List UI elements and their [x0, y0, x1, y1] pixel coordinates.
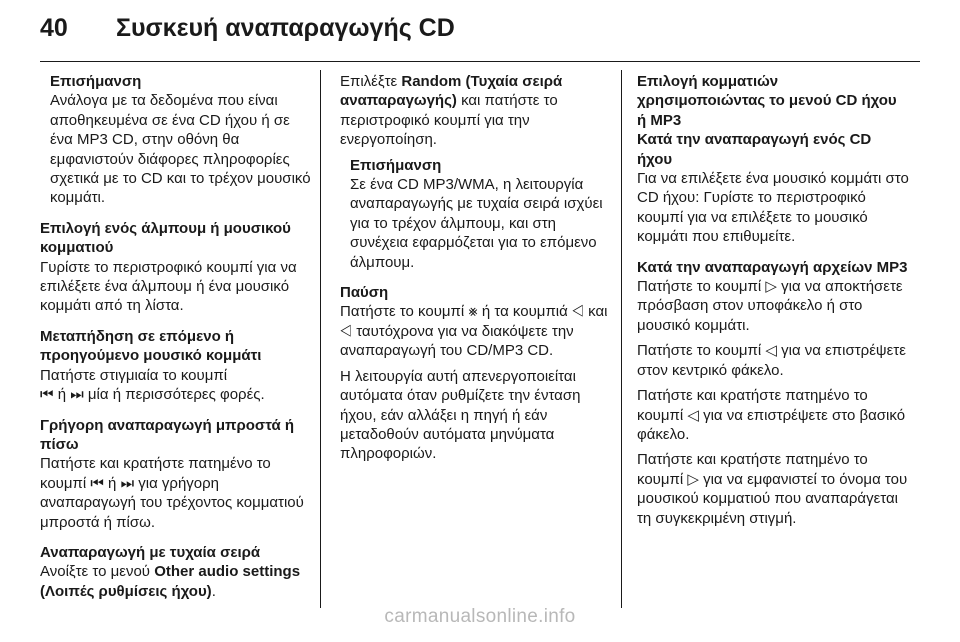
left-arrow-icon: ◁ [765, 342, 777, 360]
mp3-text-3-a: Πατήστε και κρατήστε πατημένο το κουμπί [637, 387, 868, 424]
pause-text-a: Πατήστε το κουμπί [340, 303, 465, 321]
audio-cd-text: Για να επιλέξετε ένα μουσικό κομμάτι στο CD ήχου: Γυρίστε το περιστροφικό κουμπί για να επιλέξετε το μουσικό κομμάτι που επιθυμείτε. [637, 170, 909, 246]
ff-heading: Γρήγορη αναπαραγωγή μπροστά ή πίσω [40, 416, 295, 453]
prev-track-icon: ⏮ [90, 474, 104, 492]
pause-text-b: ταυτόχρονα για να διακόψετε την αναπαραγωγή του CD/MP3 CD. [340, 322, 574, 360]
skip-text-a: Πατήστε στιγμιαία το κουμπί [40, 366, 228, 384]
prev-track-icon: ⏮ [40, 386, 54, 404]
note-text-2: Σε ένα CD MP3/WMA, η λειτουργία αναπαραγωγής με τυχαία σειρά ισχύει για το τρέχον άλμπουμ, και στη συνέχεια εφαρμόζεται για το επόμενο άλμπουμ. [350, 176, 603, 271]
column-1 [40, 72, 312, 601]
mp3-text-4-a: Πατήστε και κρατήστε πατημένο το κουμπί [637, 451, 868, 488]
random-text-b: . [211, 582, 216, 600]
skip-text-b: μία ή περισσότερες φορές. [87, 386, 265, 404]
mp3-text-3 [637, 386, 909, 444]
next-track-icon: ⏭ [120, 474, 135, 492]
pause-or: ή τα κουμπιά [481, 303, 568, 321]
note-text: Ανάλογα με τα δεδομένα που είναι αποθηκευμένα σε ένα CD ήχου ή σε ένα MP3 CD, στην οθόνη θα εμφανιστούν διάφορες πληροφορίες σχετικά με το CD και το τρέχον μουσικό κομμάτι. [50, 92, 311, 207]
note-heading: Επισήμανση [50, 73, 142, 90]
pause-text-c: Η λειτουργία αυτή απενεργοποιείται αυτόματα όταν ρυθμίζετε την ένταση ήχου, εάν αλλάξει η πηγή ή εάν μεταδοθούν αυτόματα μηνύματα πληροφοριών. [340, 367, 581, 463]
select-text: Γυρίστε το περιστροφικό κουμπί για να επιλέξετε ένα άλμπουμ ή ένα μουσικό κομμάτι από τη λίστα. [40, 258, 297, 315]
column-2 [340, 72, 612, 464]
mp3-text-4 [637, 450, 909, 528]
mp3-text-2-a: Πατήστε το κουμπί [637, 342, 762, 360]
mp3-text-1 [637, 277, 909, 335]
note-heading-2: Επισήμανση [350, 156, 442, 174]
random-text [40, 562, 312, 601]
column-3 [637, 72, 909, 528]
skip-or: ή [57, 386, 67, 404]
note-block [40, 72, 312, 208]
ff-text-b: για γρήγορη αναπαραγωγή του τρέχοντος κομματιού μπροστά ή πίσω. [40, 474, 304, 531]
ff-or: ή [108, 474, 117, 492]
menu-heading: Επιλογή κομματιών χρησιμοποιώντας το μενού CD ήχου ή MP3 [637, 73, 897, 129]
right-arrow-icon: ▷ [687, 470, 699, 488]
skip-heading: Μεταπήδηση σε επόμενο ή προηγούμενο μουσικό κομμάτι [40, 327, 262, 365]
random-text-a: Ανοίξτε το μενού [40, 563, 151, 581]
mp3-text-1-b: για να αποκτήσετε πρόσβαση στον υποφάκελο ή στο μουσικό κομμάτι. [637, 278, 903, 334]
random-cont-a: Επιλέξτε [340, 73, 398, 90]
pause-heading: Παύση [340, 284, 389, 302]
volume-icon: ◁ [571, 303, 584, 321]
mp3-text-2 [637, 341, 909, 380]
page-header [40, 14, 920, 54]
left-arrow-icon: ◁ [687, 406, 699, 424]
right-arrow-icon: ▷ [765, 278, 777, 296]
header-rule [40, 61, 920, 62]
mp3-heading: Κατά την αναπαραγωγή αρχείων MP3 [637, 258, 908, 276]
page-number: 40 [40, 14, 68, 42]
section-title: Συσκευή αναπαραγωγής CD [116, 14, 455, 42]
ff-text-a: Πατήστε και κρατήστε πατημένο το κουμπί [40, 455, 271, 492]
random-option-name: Random (Τυχαία σειρά αναπαραγωγής) [340, 73, 563, 110]
select-heading: Επιλογή ενός άλμπουμ ή μουσικού κομματιού [40, 219, 291, 257]
audio-cd-heading: Κατά την αναπαραγωγή ενός CD ήχου [637, 131, 872, 168]
pause-and: και [588, 303, 608, 321]
column-divider-1 [320, 70, 321, 608]
mp3-text-3-b: για να επιστρέψετε στο βασικό φάκελο. [637, 406, 906, 443]
watermark: carmanualsonline.info [384, 606, 576, 627]
pause-text [340, 302, 612, 360]
random-cont-text [340, 72, 612, 150]
mp3-text-2-b: για να επιστρέψετε στον κεντρικό φάκελο. [637, 342, 906, 379]
note-block-2 [340, 156, 612, 272]
random-heading: Αναπαραγωγή με τυχαία σειρά [40, 543, 261, 561]
mute-icon: ⨳ [468, 303, 478, 321]
column-divider-2 [621, 70, 622, 608]
ff-text [40, 454, 312, 532]
volume-icon: ◁ [340, 322, 353, 340]
random-menu-name: Other audio settings (Λοιπές ρυθμίσεις ήχου) [40, 563, 301, 600]
mp3-text-4-b: για να εμφανιστεί το όνομα του μουσικού κομματιού που αναπαράγεται τη συγκεκριμένη στιγμή. [637, 470, 908, 527]
skip-text [40, 366, 312, 405]
next-track-icon: ⏭ [70, 386, 84, 404]
mp3-text-1-a: Πατήστε το κουμπί [637, 278, 762, 296]
random-cont-b: και πατήστε το περιστροφικό κουμπί για την ενεργοποίηση. [340, 92, 558, 149]
